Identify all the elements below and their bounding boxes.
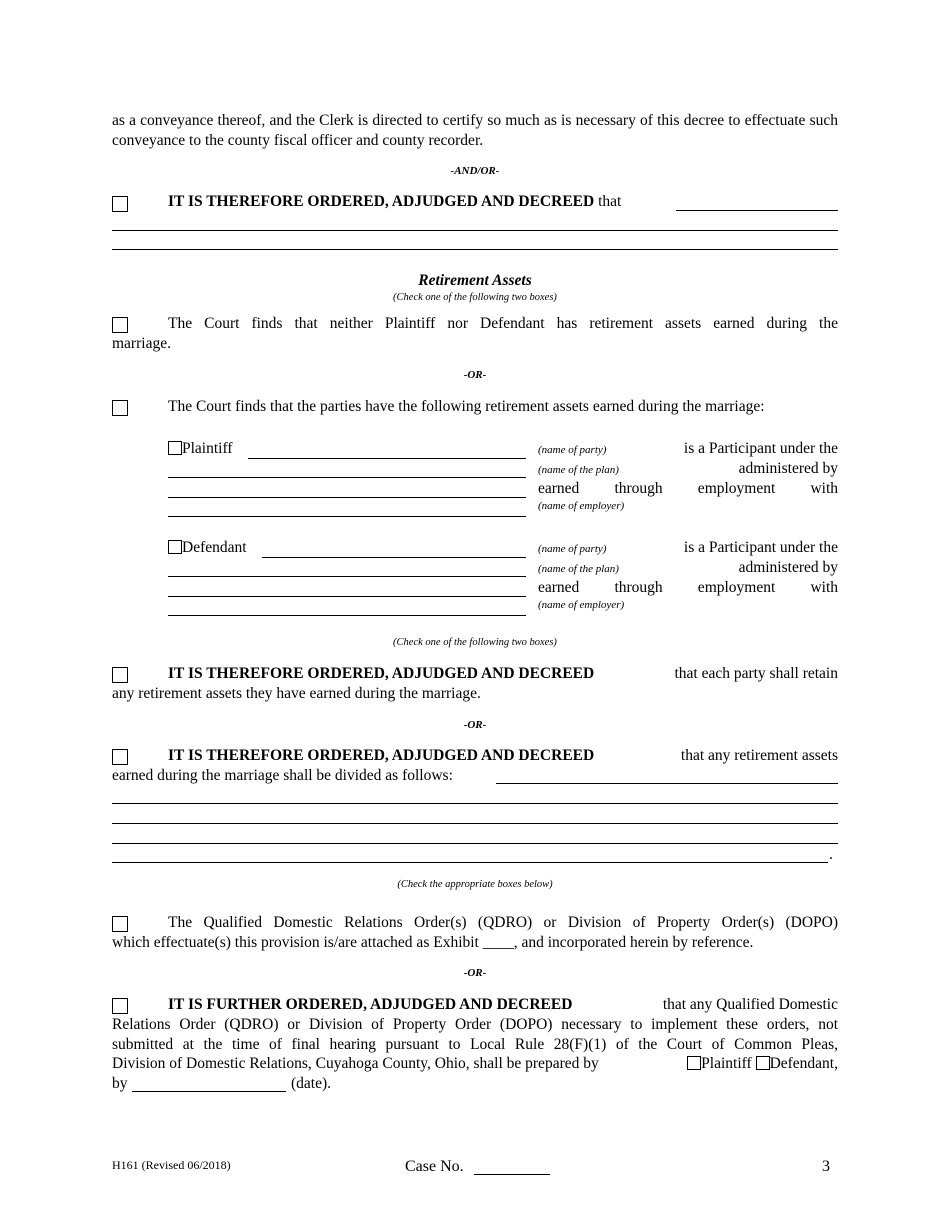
- order-clause-that: that: [598, 193, 622, 210]
- retain-assets-rest: that each party shall retain: [674, 665, 838, 682]
- plaintiff-label: Plaintiff: [182, 440, 233, 457]
- divide-assets-checkbox[interactable]: [112, 749, 128, 765]
- hint-name-of-plan: (name of the plan): [538, 563, 619, 575]
- division-terms-line-4[interactable]: [112, 843, 838, 844]
- check-one-note: (Check one of the following two boxes): [393, 637, 557, 648]
- is-participant-text: is a Participant under the: [683, 539, 838, 556]
- hint-name-of-employer: (name of employer): [538, 599, 625, 611]
- by-label: by: [112, 1075, 128, 1092]
- plaintiff-employer-field[interactable]: [168, 516, 526, 517]
- hint-name-of-employer: (name of employer): [538, 500, 625, 512]
- and-or-separator: -AND/OR-: [450, 165, 500, 177]
- no-retirement-assets-checkbox[interactable]: [112, 317, 128, 333]
- division-terms-line-3[interactable]: [112, 823, 838, 824]
- preparation-date-field[interactable]: [132, 1091, 286, 1092]
- divide-assets-line1: [168, 747, 838, 765]
- further-ordered-line2: Relations Order (QDRO) or Division of Property Order (DOPO) necessary to implement these orders, not: [112, 1016, 838, 1033]
- plaintiff-plan-name-field[interactable]: [168, 477, 526, 478]
- retirement-assets-subheading: (Check one of the following two boxes): [393, 292, 557, 303]
- further-ordered-line3: submitted at the time of final hearing pursuant to Local Rule 28(F)(1) of the Court of Common Pleas,: [112, 1036, 838, 1053]
- prepared-by-defendant-checkbox[interactable]: [756, 1056, 770, 1070]
- or-separator: -OR-: [463, 369, 487, 381]
- check-appropriate-note: (Check the appropriate boxes below): [397, 879, 553, 890]
- page-number: 3: [822, 1158, 830, 1175]
- defendant-participant-label: [168, 539, 247, 557]
- or-separator: -OR-: [463, 967, 487, 979]
- defendant-party-name-field[interactable]: [262, 557, 526, 558]
- case-no-label: Case No.: [405, 1158, 464, 1175]
- division-terms-line-2[interactable]: [112, 803, 838, 804]
- retain-assets-line2: any retirement assets they have earned during the marriage.: [112, 685, 481, 702]
- order-blank-line-3[interactable]: [112, 249, 838, 250]
- period: .: [829, 846, 833, 863]
- conveyance-paragraph: as a conveyance thereof, and the Clerk is directed to certify so much as is necessary of this decree to effectuate such conveyance to the county fiscal officer and county recorder.: [112, 112, 838, 149]
- or-separator: -OR-: [463, 719, 487, 731]
- hint-name-of-plan: (name of the plan): [538, 464, 619, 476]
- defendant-plan-name-field[interactable]: [168, 576, 526, 577]
- prepared-by-plaintiff-checkbox[interactable]: [687, 1056, 701, 1070]
- division-terms-line-5[interactable]: [112, 862, 828, 863]
- further-ordered-line4: [112, 1055, 838, 1073]
- has-retirement-assets-checkbox[interactable]: [112, 400, 128, 416]
- earned-through-text: earned through employment with: [538, 480, 838, 497]
- no-retirement-assets-line2: marriage.: [112, 335, 171, 352]
- plaintiff-participant-label: [168, 440, 233, 458]
- plaintiff-administrator-field[interactable]: [168, 497, 526, 498]
- further-ordered-bold: IT IS FURTHER ORDERED, ADJUDGED AND DECREED: [168, 996, 573, 1013]
- defendant-participant-checkbox[interactable]: [168, 540, 182, 554]
- further-ordered-line1: [168, 996, 838, 1014]
- divide-assets-bold: IT IS THEREFORE ORDERED, ADJUDGED AND DECREED: [168, 747, 595, 764]
- order-blank-line-2[interactable]: [112, 230, 838, 231]
- qdro-prepare-checkbox[interactable]: [112, 998, 128, 1014]
- defendant-label: Defendant: [182, 539, 247, 556]
- divide-assets-line2: earned during the marriage shall be divided as follows:: [112, 767, 453, 784]
- order-clause-bold: IT IS THEREFORE ORDERED, ADJUDGED AND DECREED: [168, 193, 595, 210]
- retirement-assets-heading: Retirement Assets: [418, 272, 532, 289]
- qdro-attached-line2: which effectuate(s) this provision is/are attached as Exhibit ____, and incorporated herein by reference.: [112, 934, 754, 951]
- prepared-by-text: Division of Domestic Relations, Cuyahoga County, Ohio, shall be prepared by: [112, 1055, 599, 1072]
- prepared-by-plaintiff-label: Plaintiff: [701, 1055, 752, 1072]
- date-label: (date).: [291, 1075, 332, 1092]
- order-clause: [168, 193, 621, 211]
- retain-assets-bold: IT IS THEREFORE ORDERED, ADJUDGED AND DECREED: [168, 665, 595, 682]
- qdro-attached-checkbox[interactable]: [112, 916, 128, 932]
- prepared-by-defendant-label: Defendant,: [769, 1055, 838, 1072]
- has-retirement-assets-text: The Court finds that the parties have the following retirement assets earned during the marriage:: [168, 398, 765, 415]
- defendant-description: [538, 539, 838, 619]
- divide-assets-rest: that any retirement assets: [680, 747, 838, 764]
- plaintiff-party-name-field[interactable]: [248, 458, 526, 459]
- earned-through-text: earned through employment with: [538, 579, 838, 596]
- order-blank-line[interactable]: [676, 210, 838, 211]
- administered-by-text: administered by: [738, 460, 838, 477]
- form-id: H161 (Revised 06/2018): [112, 1158, 231, 1172]
- administered-by-text: administered by: [738, 559, 838, 576]
- case-no-field[interactable]: [474, 1174, 550, 1175]
- qdro-attached-line1: The Qualified Domestic Relations Order(s) (QDRO) or Division of Property Order(s) (DOPO): [168, 914, 838, 931]
- further-ordered-rest: that any Qualified Domestic: [662, 996, 838, 1013]
- is-participant-text: is a Participant under the: [683, 440, 838, 457]
- hint-name-of-party: (name of party): [538, 444, 607, 456]
- no-retirement-assets-line1: The Court finds that neither Plaintiff nor Defendant has retirement assets earned during the: [168, 315, 838, 332]
- retain-assets-checkbox[interactable]: [112, 667, 128, 683]
- defendant-administrator-field[interactable]: [168, 596, 526, 597]
- order-checkbox[interactable]: [112, 196, 128, 212]
- prepared-by-options: [687, 1055, 838, 1073]
- division-terms-field[interactable]: [496, 783, 838, 784]
- plaintiff-description: [538, 440, 838, 520]
- hint-name-of-party: (name of party): [538, 543, 607, 555]
- defendant-employer-field[interactable]: [168, 615, 526, 616]
- plaintiff-participant-checkbox[interactable]: [168, 441, 182, 455]
- retain-assets-line1: [168, 665, 838, 683]
